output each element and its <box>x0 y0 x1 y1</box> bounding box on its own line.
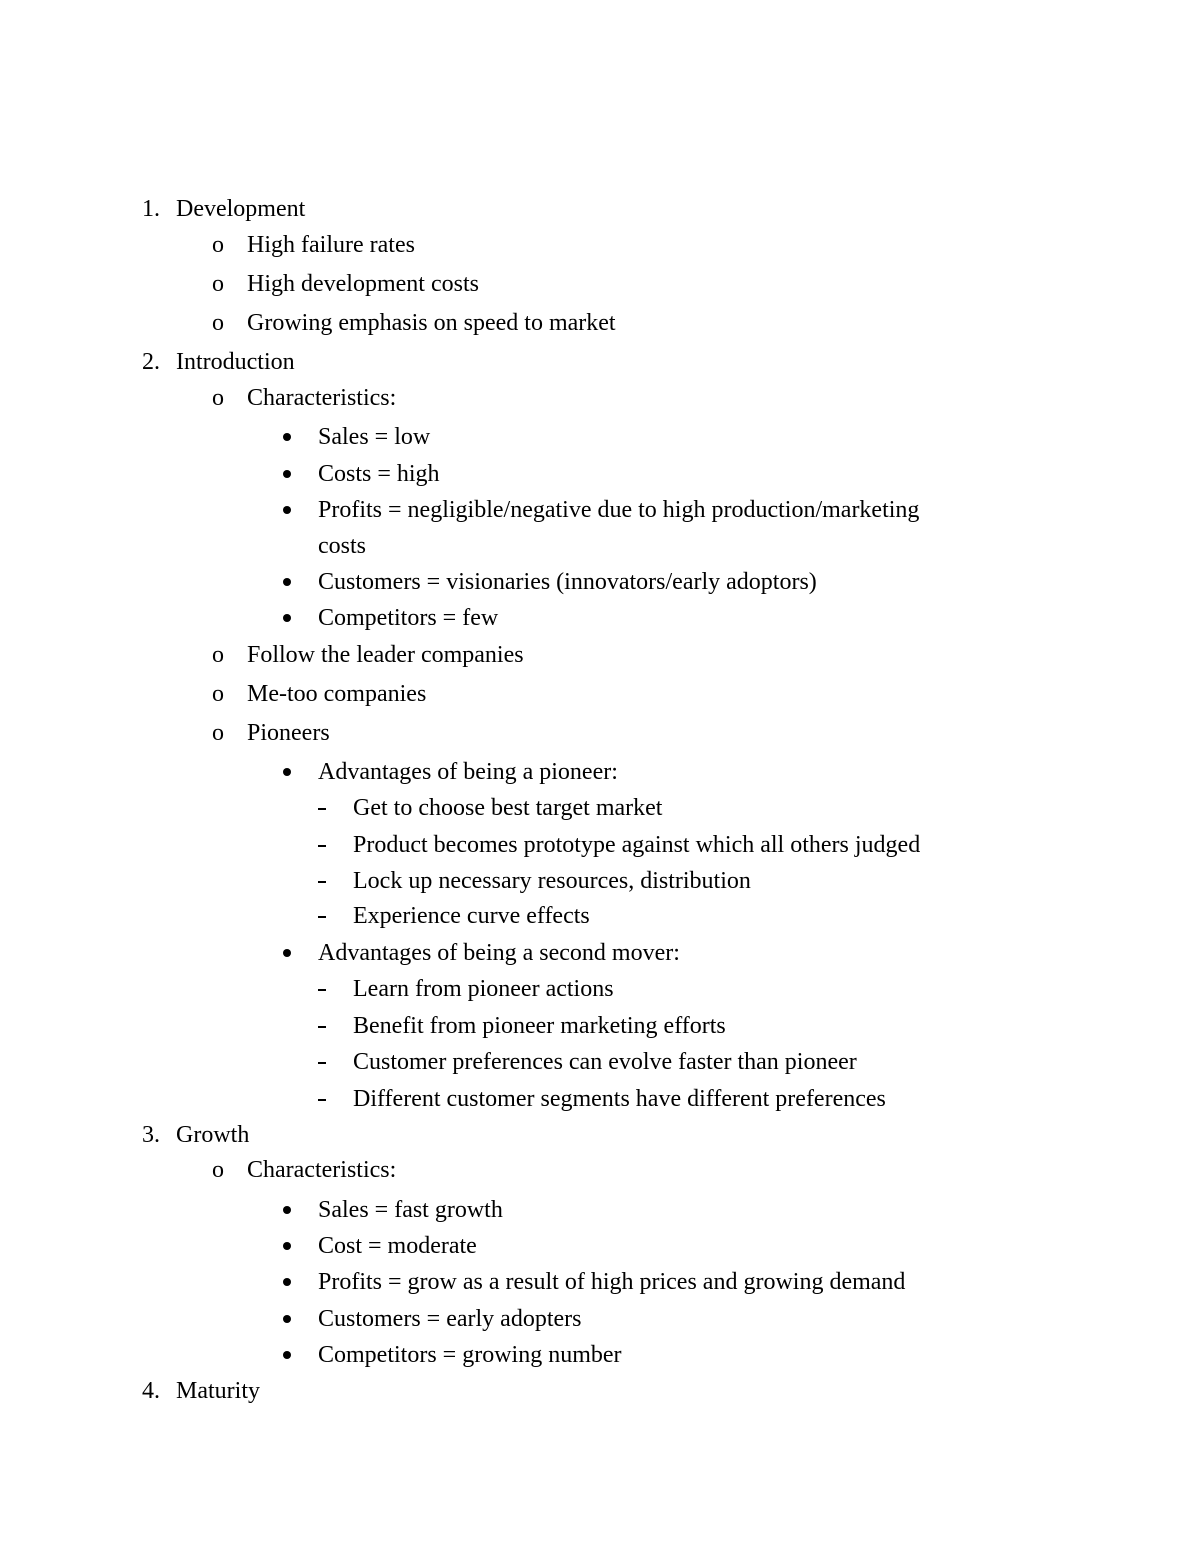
list-item: Profits = negligible/negative due to high production/marketing <box>318 497 920 523</box>
list-item: Customers = visionaries (innovators/early adoptors) <box>318 569 817 595</box>
sub-marker: o <box>212 720 224 746</box>
dash-icon <box>318 1026 326 1028</box>
sub-marker: o <box>212 232 224 258</box>
bullet-icon <box>283 470 291 478</box>
list-item-continuation: costs <box>318 533 366 559</box>
pioneer-advantages-label: Advantages of being a pioneer: <box>318 759 618 785</box>
sub-marker: o <box>212 385 224 411</box>
characteristics-label: Characteristics: <box>247 1157 397 1183</box>
bullet-icon <box>283 578 291 586</box>
list-item: Customer preferences can evolve faster than pioneer <box>353 1049 857 1075</box>
section-title-development: Development <box>176 196 306 222</box>
list-item: Follow the leader companies <box>247 642 524 668</box>
dash-icon <box>318 1062 326 1064</box>
section-title-maturity: Maturity <box>176 1378 260 1404</box>
dash-icon <box>318 808 326 810</box>
bullet-icon <box>283 614 291 622</box>
dash-icon <box>318 989 326 991</box>
section-number: 4. <box>142 1378 160 1404</box>
dash-icon <box>318 881 326 883</box>
list-item: Profits = grow as a result of high prices and growing demand <box>318 1269 906 1295</box>
sub-marker: o <box>212 1157 224 1183</box>
list-item: Competitors = few <box>318 605 499 631</box>
list-item: Different customer segments have different preferences <box>353 1086 886 1112</box>
list-item: Sales = fast growth <box>318 1197 503 1223</box>
dash-icon <box>318 845 326 847</box>
bullet-icon <box>283 1206 291 1214</box>
section-title-growth: Growth <box>176 1122 250 1148</box>
sub-marker: o <box>212 310 224 336</box>
list-item: High failure rates <box>247 232 415 258</box>
list-item: Competitors = growing number <box>318 1342 622 1368</box>
list-item: Cost = moderate <box>318 1233 477 1259</box>
sub-marker: o <box>212 271 224 297</box>
dash-icon <box>318 916 326 918</box>
list-item: Costs = high <box>318 461 440 487</box>
bullet-icon <box>283 433 291 441</box>
bullet-icon <box>283 1351 291 1359</box>
bullet-icon <box>283 949 291 957</box>
list-item: Product becomes prototype against which all others judged <box>353 832 921 858</box>
list-item: Sales = low <box>318 424 431 450</box>
sub-marker: o <box>212 642 224 668</box>
bullet-icon <box>283 1278 291 1286</box>
dash-icon <box>318 1099 326 1101</box>
bullet-icon <box>283 1242 291 1250</box>
characteristics-label: Characteristics: <box>247 385 397 411</box>
list-item: Benefit from pioneer marketing efforts <box>353 1013 726 1039</box>
list-item: High development costs <box>247 271 479 297</box>
sub-marker: o <box>212 681 224 707</box>
list-item: Experience curve effects <box>353 903 590 929</box>
list-item: Pioneers <box>247 720 330 746</box>
section-title-introduction: Introduction <box>176 349 295 375</box>
second-mover-label: Advantages of being a second mover: <box>318 940 680 966</box>
bullet-icon <box>283 1315 291 1323</box>
section-number: 1. <box>142 196 160 222</box>
section-number: 3. <box>142 1122 160 1148</box>
bullet-icon <box>283 768 291 776</box>
list-item: Get to choose best target market <box>353 795 663 821</box>
bullet-icon <box>283 506 291 514</box>
list-item: Customers = early adopters <box>318 1306 582 1332</box>
list-item: Growing emphasis on speed to market <box>247 310 616 336</box>
list-item: Lock up necessary resources, distribution <box>353 868 751 894</box>
section-number: 2. <box>142 349 160 375</box>
list-item: Learn from pioneer actions <box>353 976 614 1002</box>
list-item: Me-too companies <box>247 681 427 707</box>
